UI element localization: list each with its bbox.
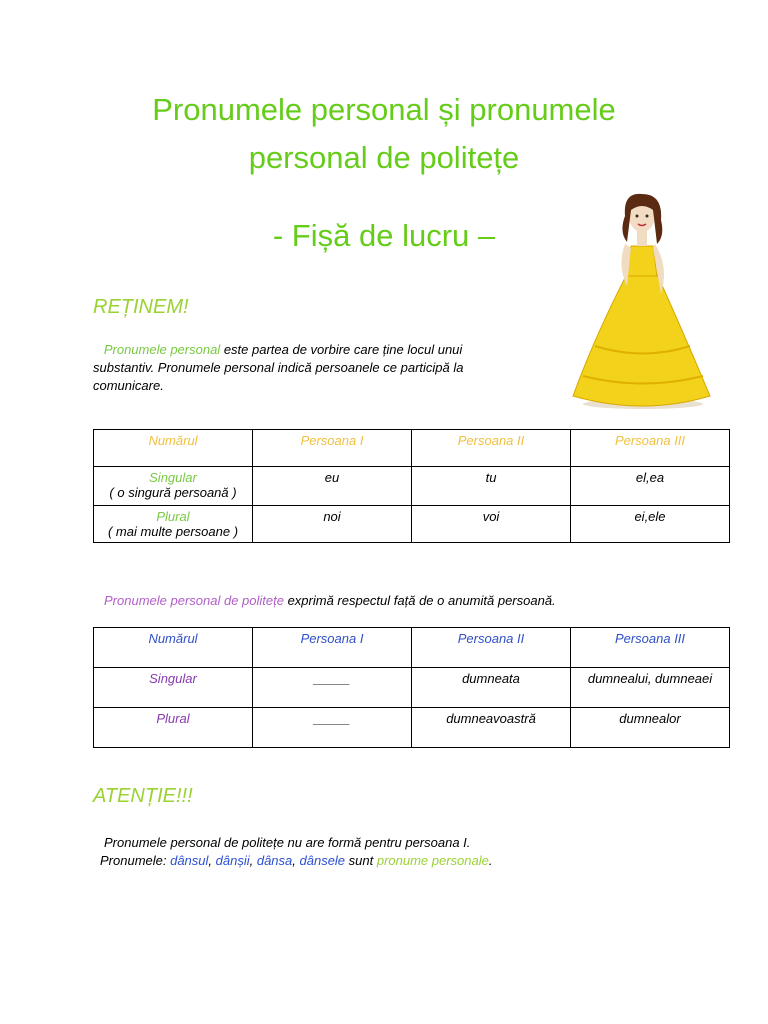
table-cell: noi [253,506,412,543]
table-row [94,467,730,506]
line2-mid: sunt [345,853,377,868]
header-cell: Numărul [94,628,253,668]
line2-prefix: Pronumele: [100,853,171,868]
table-cell: dumneavoastră [412,708,571,748]
row-label-cell [94,506,253,543]
row-label: Plural [94,708,253,748]
term-pronume-politete: Pronumele personal de politețe [104,593,284,608]
atentie-line-1: Pronumele personal de politețe nu are formă pentru persoana I. [104,835,471,850]
table-cell: voi [412,506,571,543]
table-cell: dumneata [412,668,571,708]
retinem-line-1 [93,341,513,359]
retinem-heading: REȚINEM! [93,296,189,318]
row-label: Plural [156,509,190,524]
term-pronume-personale: pronume personale [376,853,489,868]
table-cell: dumnealor [571,708,730,748]
table-cell: dumnealui, dumneaei [571,668,730,708]
title-line-2: personal de politețe [248,140,520,175]
page-subtitle: - Fișă de lucru – [272,218,496,253]
atentie-line-2: Pronumele: dânsul, dânșii, dânsa, dânsele sunt pronume personale. [100,853,493,868]
politete-text: exprimă respectul față de o anumită persoană. [283,593,556,608]
header-cell: Persoana III [571,628,730,668]
header-cell: Persoana II [412,430,571,467]
retinem-paragraph [93,341,513,395]
header-cell: Persoana I [253,430,412,467]
table-cell: el,ea [571,467,730,506]
table-row [94,708,730,748]
retinem-line-3: comunicare. [93,378,164,393]
atentie-heading: ATENȚIE!!! [93,785,193,807]
term-pronume-personal: Pronumele personal [103,342,221,357]
princess-illustration [565,186,715,411]
table-row [94,668,730,708]
line2-end: . [488,853,493,868]
row-note: ( mai multe persoane ) [107,524,239,539]
word-dansul: dânsul [170,853,209,868]
word-dansii: dânșii [215,853,250,868]
title-line-1: Pronumele personal și pronumele [152,92,616,127]
table-cell: _____ [253,708,412,748]
header-cell: Persoana III [571,430,730,467]
header-cell: Persoana II [412,628,571,668]
word-dansele: dânsele [299,853,346,868]
header-cell: Persoana I [253,628,412,668]
row-label-cell [94,467,253,506]
personal-pronouns-table [93,429,730,543]
retinem-text-1: este partea de vorbire care ține locul unui [220,342,463,357]
row-label: Singular [149,470,197,485]
table-header-row [94,430,730,467]
table-cell: _____ [253,668,412,708]
row-label: Singular [94,668,253,708]
table-cell: ei,ele [571,506,730,543]
table-cell: eu [253,467,412,506]
page-title [0,86,768,182]
atentie-paragraph [100,834,720,870]
header-cell: Numărul [94,430,253,467]
row-note: ( o singură persoană ) [109,485,237,500]
table-cell: tu [412,467,571,506]
word-dansa: dânsa [256,853,293,868]
retinem-line-2: substantiv. Pronumele personal indică persoanele ce participă la [93,360,464,375]
politeness-pronouns-table [93,627,730,748]
politete-paragraph [104,592,724,610]
table-header-row [94,628,730,668]
table-row [94,506,730,543]
